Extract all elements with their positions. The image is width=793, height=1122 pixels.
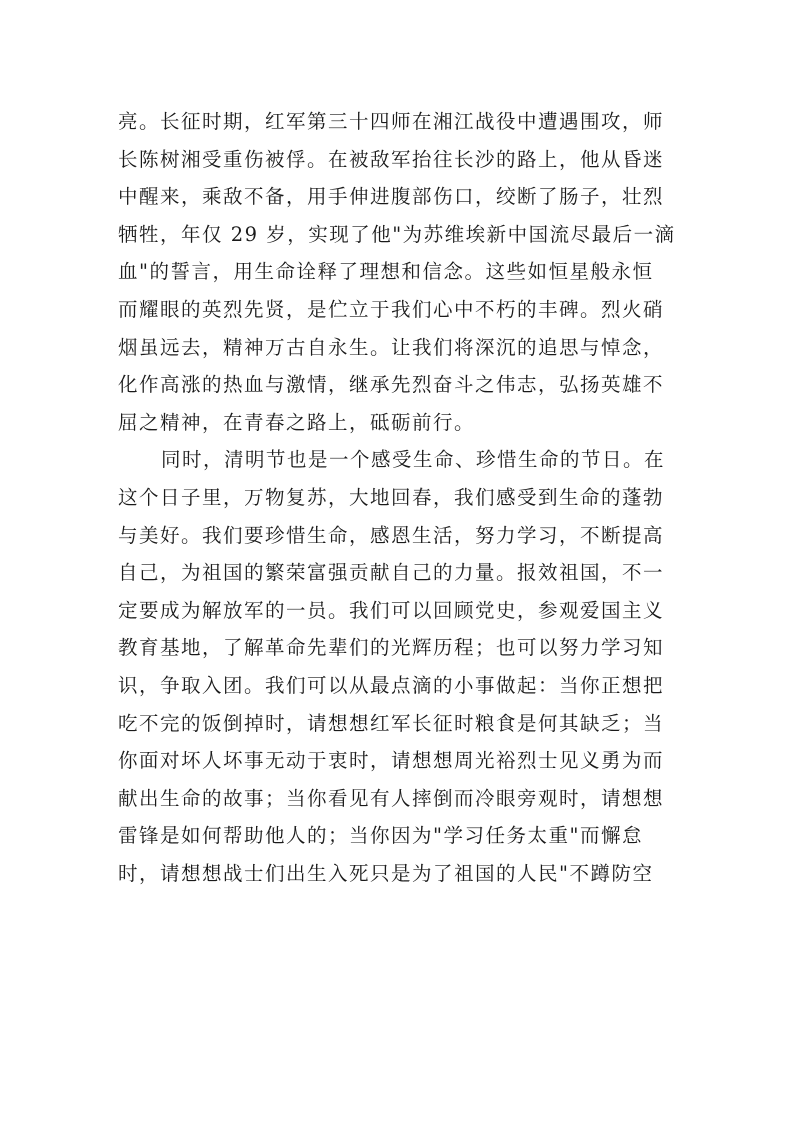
paragraph-line: 时，请想想战士们出生入死只是为了祖国的人民"不蹲防空 [118,861,654,885]
paragraph-line: 自己，为祖国的繁荣富强贡献自己的力量。报效祖国，不一 [118,561,665,585]
paragraph-line: 你面对坏人坏事无动于衷时，请想想周光裕烈士见义勇为而 [118,749,665,773]
paragraph-line: 教育基地，了解革命先辈们的光辉历程；也可以努力学习知 [118,636,665,660]
paragraph-line: 而耀眼的英烈先贤，是伫立于我们心中不朽的丰碑。烈火硝 [118,297,665,321]
paragraph-line: 识，争取入团。我们可以从最点滴的小事做起：当你正想把 [118,673,665,697]
paragraph-line: 这个日子里，万物复苏，大地回春，我们感受到生命的蓬勃 [118,485,665,509]
paragraph-line: 血"的誓言，用生命诠释了理想和信念。这些如恒星般永恒 [118,260,654,284]
paragraph-line: 亮。长征时期，红军第三十四师在湘江战役中遭遇围攻，师 [118,110,665,133]
paragraph-line: 化作高涨的热血与激情，继承先烈奋斗之伟志，弘扬英雄不 [118,373,665,397]
paragraph-line: 长陈树湘受重伤被俘。在被敌军抬往长沙的路上，他从昏迷 [118,147,665,171]
paragraph-line: 献出生命的故事；当你看见有人摔倒而冷眼旁观时，请想想 [118,786,665,810]
document-body [118,103,678,892]
paragraph-line: 雷锋是如何帮助他人的；当你因为"学习任务太重"而懈怠 [118,824,643,848]
paragraph-line: 牺牲，年仅 29 岁，实现了他"为苏维埃新中国流尽最后一滴 [118,222,676,246]
paragraph-line: 吃不完的饭倒掉时，请想想红军长征时粮食是何其缺乏；当 [118,711,665,735]
paragraph-line: 与美好。我们要珍惜生命，感恩生活，努力学习，不断提高 [118,523,665,547]
paragraph-first-line: 同时，清明节也是一个感受生命、珍惜生命的节日。在 [161,448,666,472]
paragraph-line: 中醒来，乘敌不备，用手伸进腹部伤口，绞断了肠子，壮烈 [118,185,665,209]
paragraph-line: 定要成为解放军的一员。我们可以回顾党史，参观爱国主义 [118,598,665,622]
paragraph-line: 烟虽远去，精神万古自永生。让我们将深沉的追思与悼念， [118,335,665,359]
paragraph-line: 屈之精神，在青春之路上，砥砺前行。 [118,410,476,434]
